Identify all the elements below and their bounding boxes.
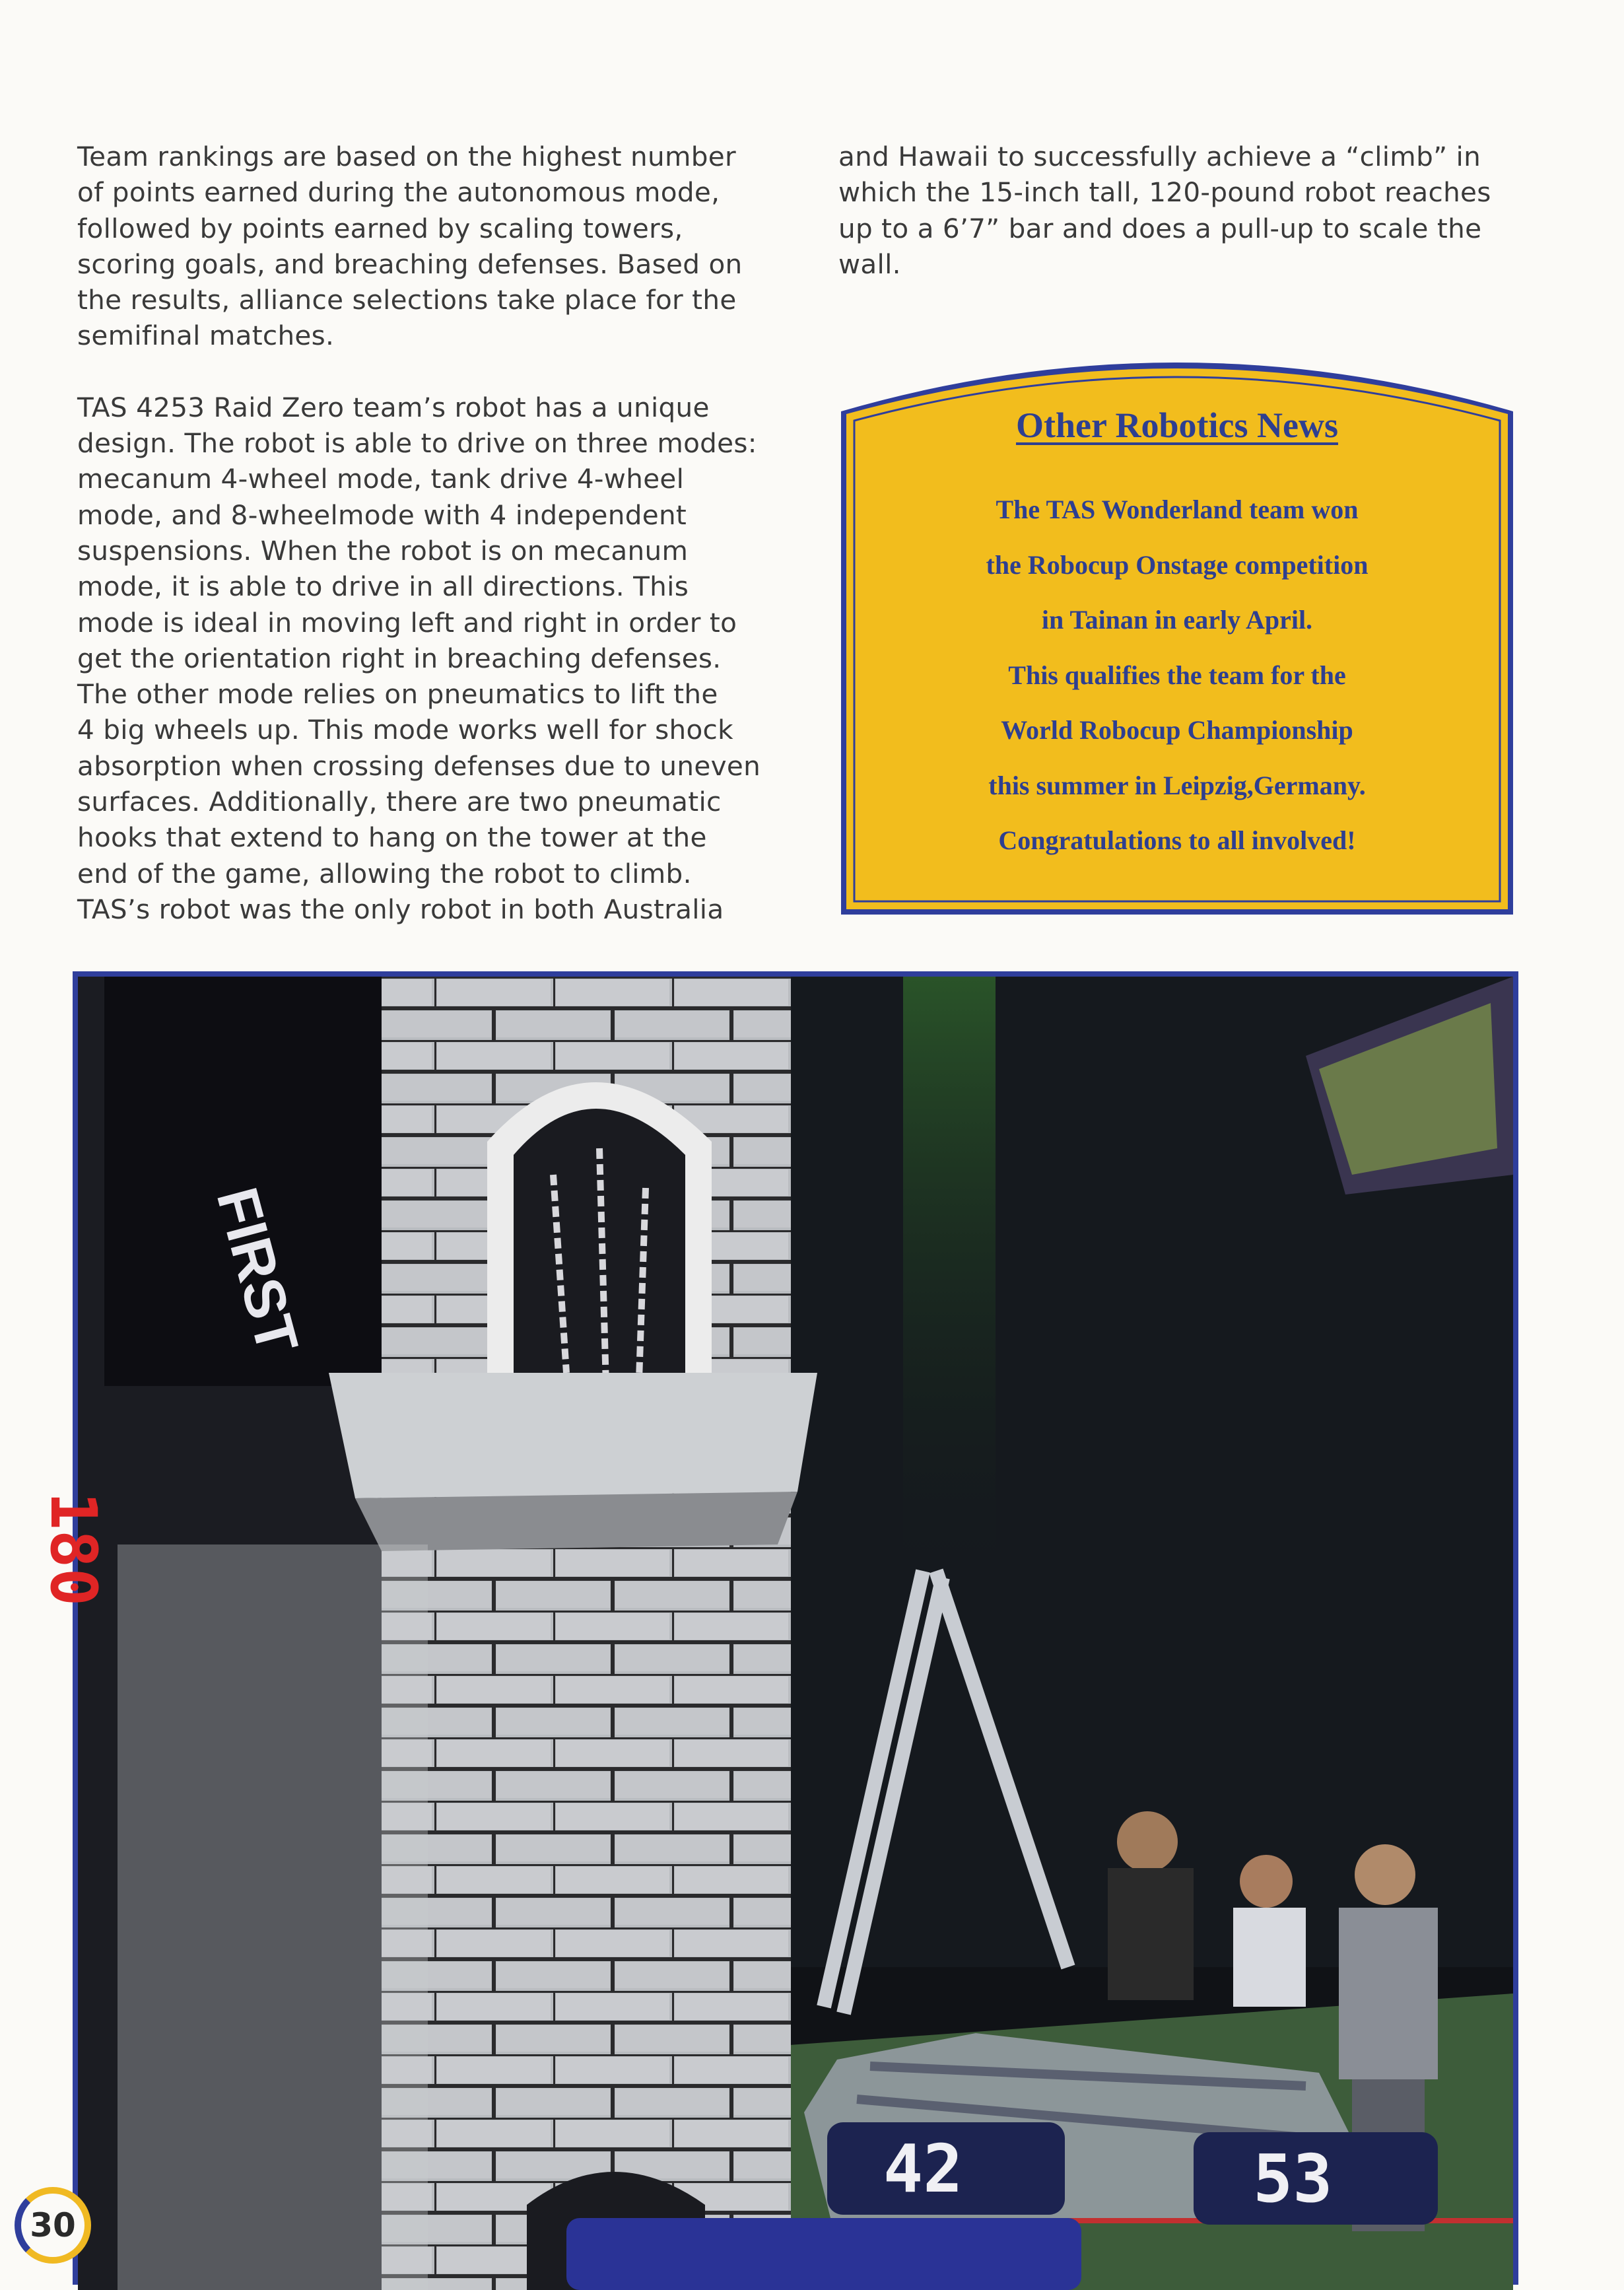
article-paragraph: and Hawaii to successfully achieve a “climb” in which the 15-inch tall, 120-pound robot reaches up to a 6’7” bar and does a pull-up to scale the wall. xyxy=(838,141,1491,280)
bumper-number-right: 53 xyxy=(1253,2140,1333,2217)
news-line: This qualifies the team for the xyxy=(1008,660,1346,690)
article-left-column xyxy=(77,139,770,927)
news-line: the Robocup Onstage competition xyxy=(986,549,1369,580)
news-line: this summer in Leipzig,Germany. xyxy=(988,770,1366,800)
other-robotics-news-box xyxy=(838,333,1516,917)
article-paragraph: TAS 4253 Raid Zero team’s robot has a unique design. The robot is able to drive on three modes: mecanum 4-wheel mode, tank drive 4-wheel mode, and 8-wheelmode with 4 independent suspensions. When the robot is on mecanum mode, it is able to drive in all directions. This mode is ideal in moving left and right in order to get the orientation right in breaching defenses. The other mode relies on pneumatics to lift the 4 big wheels up. This mode works well for shock absorption when crossing defenses due to uneven surfaces. Additionally, there are two pneumatic hooks that extend to hang on the tower at the end of the game, allowing the robot to climb. TAS’s robot was the only robot in both Australia xyxy=(77,391,761,925)
news-line: World Robocup Championship xyxy=(1001,715,1353,745)
news-box-body xyxy=(838,482,1516,868)
news-line: The TAS Wonderland team won xyxy=(996,495,1359,524)
news-box-title: Other Robotics News xyxy=(1016,405,1338,445)
news-line: in Tainan in early April. xyxy=(1041,605,1313,635)
article-right-column xyxy=(838,139,1505,282)
first-banner: FIRST xyxy=(204,1181,312,1360)
article-paragraph: Team rankings are based on the highest number of points earned during the autonomous mode, followed by points earned by scaling towers, scoring goals, and breaching defenses. Based on the results, alliance selections take place for the semifinal matches. xyxy=(77,141,743,352)
bumper-number-left: 42 xyxy=(883,2130,963,2207)
page-number: 30 xyxy=(15,2187,91,2264)
news-line: Congratulations to all involved! xyxy=(998,825,1356,855)
scoreboard-readout: 180 xyxy=(36,1492,110,1607)
